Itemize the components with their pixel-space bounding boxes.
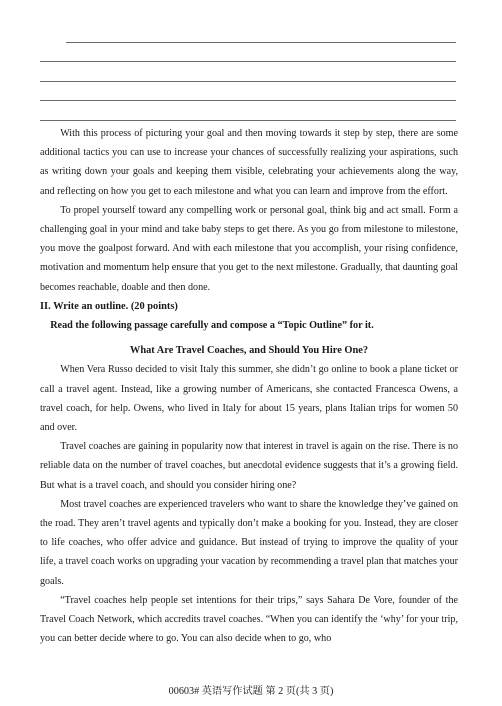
passage-paragraph-3: Most travel coaches are experienced travelers who want to share the knowledge they’ve gained on the road. They aren’t travel agents and typically don’t make a booking for you. Instead, they are closer to life coaches, who offer advice and guidance. But instead of trying to improve the quality of your life, a travel coach works on upgrading your vacation by recommending a travel plan that matches your goals. [40,498,458,587]
passage-title: What Are Travel Coaches, and Should You Hire One? [129,345,369,357]
answer-line-1 [66,42,456,43]
passage-paragraph-2: Travel coaches are gaining in popularity now that interest in travel is again on the rise. There is no reliable data on the number of travel coaches, but anecdotal evidence suggests that it’s a growing field. But what is a travel coach, and should you consider hiring one? [40,441,458,491]
paragraph-tactics: With this process of picturing your goal and then moving towards it step by step, there are some additional tactics you can use to increase your chances of successfully realizing your aspirations, such as writing down your goals and keeping them visible, celebrating your achievements along the way, and reflecting on how you get to each milestone and what you can learn and improve from the effort. [40,128,458,197]
answer-line-2 [40,61,456,62]
passage-paragraph-1: When Vera Russo decided to visit Italy this summer, she didn’t go online to book a plane ticket or call a travel agent. Instead, like a growing number of Americans, she contacted Francesca Owens, a travel coach, for help. Owens, who lived in Italy for about 15 years, plans Italian trips for women 50 and over. [40,364,458,434]
passage-paragraph-4: “Travel coaches help people set intentions for their trips,” says Sahara De Vore, founder of the Travel Coach Network, which accredits travel coaches. “When you can identify the ‘why’ for your trip, you can better decide where to go. You can also decide when to go, who [40,594,458,645]
answer-line-3 [40,81,456,82]
paragraph-propel: To propel yourself toward any compelling work or personal goal, think big and act small. Form a challenging goal in your mind and take baby steps to get there. As you go from milestone to milestone, you move the goalpost forward. And with each milestone that you accomplish, your rising confidence, motivation and momentum help ensure that you get to the next milestone. Gradually, that daunting goal becomes reachable, doable and then done. [40,204,458,293]
section-instruction: Read the following passage carefully and compose a “Topic Outline” for it. [50,320,374,332]
answer-line-5 [40,120,456,121]
page-footer: 00603# 英语写作试题 第 2 页(共 3 页) [168,686,334,697]
page-content [40,124,458,648]
section-title: II. Write an outline. (20 points) [40,300,178,312]
answer-line-4 [40,100,456,101]
